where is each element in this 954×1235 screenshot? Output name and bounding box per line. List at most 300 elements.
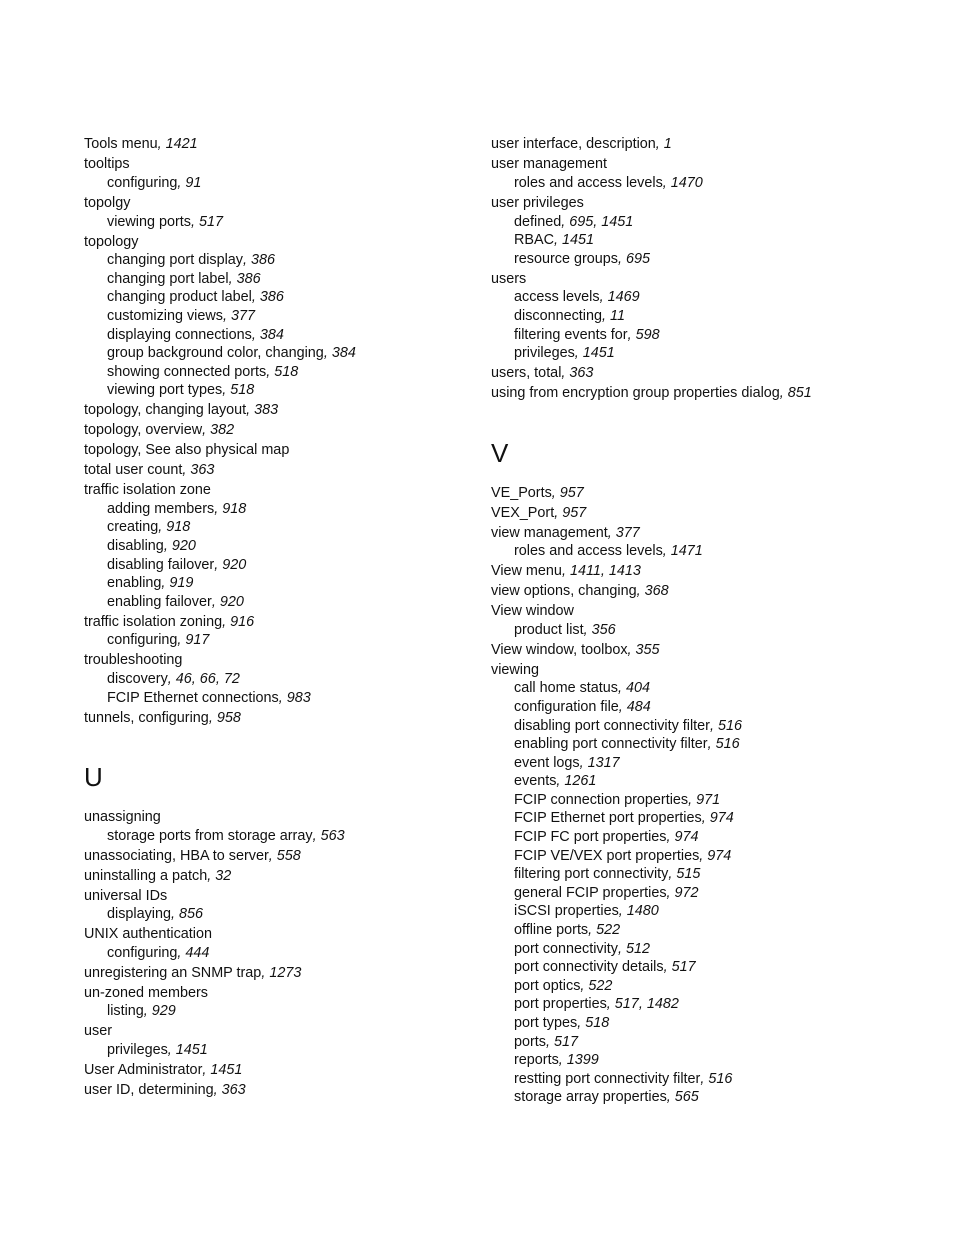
index-subentry [84, 381, 464, 400]
page-reference-link[interactable]: 516 [715, 736, 740, 753]
index-term: defined [514, 213, 562, 230]
index-subentry [84, 1041, 464, 1060]
page-separator: , [171, 906, 179, 923]
page-reference-link[interactable]: 918 [166, 519, 191, 536]
index-letter-heading-u: U [84, 762, 103, 793]
index-term: FCIP connection properties [514, 791, 689, 808]
page-separator: , [707, 736, 716, 753]
index-entry [84, 964, 464, 983]
index-entry [84, 808, 464, 827]
index-term: configuration file [514, 698, 619, 715]
index-term: ports [514, 1033, 546, 1050]
index-entry [491, 194, 931, 213]
page-separator: , [701, 810, 710, 827]
page-separator: , [312, 827, 321, 844]
page-separator: , [688, 791, 697, 808]
page-reference-link[interactable]: 598 [635, 326, 660, 343]
page-separator: , [143, 1003, 152, 1020]
page-separator: , [222, 382, 231, 399]
index-entry [491, 135, 931, 154]
index-term: traffic isolation zone [84, 482, 211, 499]
page-reference-link[interactable]: 517 [614, 996, 639, 1013]
page-reference-link[interactable]: 983 [286, 689, 311, 706]
page-reference-link[interactable]: 46 [175, 670, 192, 687]
index-subentry [84, 174, 464, 193]
index-subentry [491, 1070, 931, 1089]
page-reference-link[interactable]: 958 [216, 709, 241, 726]
index-term: group background color, changing [107, 345, 324, 362]
index-entry [84, 1081, 464, 1100]
index-subentry [84, 689, 464, 708]
page-separator: , [561, 365, 570, 382]
index-term: unassigning [84, 809, 161, 826]
index-term: enabling failover [107, 593, 212, 610]
index-term: displaying [107, 906, 171, 923]
page-separator: , [617, 940, 626, 957]
index-subentry [84, 631, 464, 650]
page-reference-link[interactable]: 404 [625, 680, 650, 697]
index-entry [491, 484, 931, 503]
page-reference-link[interactable]: 974 [709, 810, 734, 827]
index-subentry [84, 251, 464, 270]
page-separator: , [268, 847, 277, 864]
page-reference-link[interactable]: 518 [585, 1015, 610, 1032]
index-subentry [491, 174, 931, 193]
index-term: FCIP VE/VEX port properties [514, 847, 700, 864]
index-entry [491, 504, 931, 523]
index-term: tooltips [84, 156, 130, 173]
index-term: disconnecting [514, 307, 603, 324]
index-term: viewing port types [107, 382, 223, 399]
page-separator: , [177, 632, 186, 649]
page-separator: , [618, 903, 627, 920]
page-separator: , [618, 250, 626, 267]
page-reference-link[interactable]: 1451 [210, 1061, 243, 1078]
index-subentry [491, 958, 931, 977]
page-reference-link[interactable]: 356 [591, 621, 616, 638]
page-separator: , [202, 422, 211, 439]
index-entry [84, 441, 464, 460]
page-reference-link[interactable]: 916 [230, 613, 255, 630]
index-entry [491, 661, 931, 680]
index-term: topology, overview [84, 422, 203, 439]
index-entry [84, 984, 464, 1003]
page-reference-link[interactable]: 386 [236, 270, 261, 287]
page-reference-link[interactable]: 971 [696, 791, 721, 808]
page-separator: , [618, 698, 627, 715]
index-term: View menu [491, 563, 562, 580]
page-reference-link[interactable]: 974 [707, 847, 732, 864]
page-reference-link[interactable]: 565 [674, 1089, 699, 1106]
index-term: view options, changing [491, 583, 637, 600]
page-reference-link[interactable]: 32 [215, 867, 232, 884]
index-term: universal IDs [84, 887, 168, 904]
page-reference-link[interactable]: 1469 [607, 289, 640, 306]
index-term: User Administrator [84, 1061, 203, 1078]
page-reference-link[interactable]: 972 [674, 884, 699, 901]
page-separator: , [627, 641, 636, 658]
index-entry [84, 1061, 464, 1080]
index-subentry [491, 679, 931, 698]
page-separator: , [602, 307, 611, 324]
page-reference-link[interactable]: 920 [171, 537, 196, 554]
page-reference-link[interactable]: 368 [644, 583, 669, 600]
page-separator: , [663, 959, 672, 976]
index-term: user privileges [491, 194, 584, 211]
index-subentry [84, 344, 464, 363]
page-reference-link[interactable]: 974 [674, 829, 699, 846]
page-separator: , [627, 326, 636, 343]
index-subentry [84, 1002, 464, 1021]
index-subentry [84, 670, 464, 689]
page-separator: , [561, 213, 570, 230]
page-reference-link[interactable]: 517 [554, 1033, 579, 1050]
index-term: creating [107, 519, 159, 536]
index-subentry [491, 1033, 931, 1052]
index-term: iSCSI properties [514, 903, 619, 920]
index-letter-heading-v: V [491, 437, 509, 468]
page-reference-link[interactable]: 386 [259, 289, 284, 306]
index-term: users [491, 270, 527, 287]
page-reference-link[interactable]: 1411 [569, 563, 601, 580]
page-reference-link[interactable]: 72 [223, 670, 240, 687]
index-subentry [491, 717, 931, 736]
page-reference-link[interactable]: 384 [259, 326, 284, 343]
page-reference-link[interactable]: 1273 [269, 964, 302, 981]
page-separator: , [167, 1041, 176, 1058]
page-separator: , [561, 563, 570, 580]
page-separator: , [553, 232, 562, 249]
index-term: topology, changing layout [84, 402, 247, 419]
index-term: users, total [491, 365, 562, 382]
page-reference-link[interactable]: 363 [569, 365, 594, 382]
page-reference-link[interactable]: 957 [559, 484, 584, 501]
page-reference-link[interactable]: 919 [169, 575, 194, 592]
index-term: privileges [107, 1041, 168, 1058]
index-term: user management [491, 156, 607, 173]
page-separator: , [208, 709, 217, 726]
index-subentry [84, 213, 464, 232]
index-entry [84, 461, 464, 480]
page-reference-link[interactable]: 1451 [561, 232, 594, 249]
index-entry [491, 602, 931, 621]
index-term: using from encryption group properties dialog [491, 385, 780, 402]
index-entry [84, 709, 464, 728]
index-subentry [84, 270, 464, 289]
index-entry [491, 562, 931, 581]
page-reference-link[interactable]: 377 [615, 524, 640, 541]
page-reference-link[interactable]: 1261 [564, 773, 597, 790]
index-term: RBAC [514, 232, 554, 249]
index-term: disabling [107, 537, 164, 554]
index-term: uninstalling a patch [84, 867, 208, 884]
page-reference-link[interactable]: 363 [221, 1081, 246, 1098]
page-reference-link[interactable]: 920 [219, 593, 244, 610]
index-term: UNIX authentication [84, 926, 212, 943]
page-separator: , [215, 670, 224, 687]
index-subentry [84, 944, 464, 963]
index-term: storage array properties [514, 1089, 667, 1106]
index-subentry [491, 902, 931, 921]
page-separator: , [157, 136, 166, 153]
index-subentry [84, 363, 464, 382]
index-term: storage ports from storage array [107, 827, 313, 844]
index-term: event logs [514, 754, 580, 771]
index-subentry [491, 735, 931, 754]
page-separator: , [655, 136, 664, 153]
index-term: unassociating, HBA to server [84, 847, 269, 864]
index-subentry [491, 288, 931, 307]
index-entry [84, 194, 464, 213]
page-reference-link[interactable]: 383 [254, 402, 279, 419]
index-entry [84, 887, 464, 906]
page-reference-link[interactable]: 512 [625, 940, 650, 957]
page-separator: , [546, 1033, 554, 1050]
index-term: un-zoned members [84, 984, 208, 1001]
page-reference-link[interactable]: 1470 [670, 174, 703, 191]
index-term: general FCIP properties [514, 884, 667, 901]
page-separator: , [261, 964, 270, 981]
page-separator: , [638, 996, 647, 1013]
page-reference-link[interactable]: 1317 [587, 754, 620, 771]
index-term: offline ports [514, 922, 589, 939]
page-separator: , [558, 1052, 567, 1069]
page-reference-link[interactable]: 484 [626, 698, 651, 715]
page-reference-link[interactable]: 1421 [165, 136, 198, 153]
page-reference-link[interactable]: 929 [151, 1003, 176, 1020]
page-separator: , [668, 866, 677, 883]
index-subentry [491, 754, 931, 773]
index-subentry [491, 250, 931, 269]
page-separator: , [577, 1015, 586, 1032]
page-reference-link[interactable]: 517 [198, 213, 223, 230]
page-separator: , [167, 670, 176, 687]
page-separator: , [551, 484, 560, 501]
index-term: discovery [107, 670, 168, 687]
index-term: product list [514, 621, 584, 638]
index-term: privileges [514, 345, 575, 362]
index-term: changing port label [107, 270, 229, 287]
index-term: FCIP Ethernet port properties [514, 810, 702, 827]
index-term: disabling failover [107, 556, 215, 573]
index-subentry [491, 326, 931, 345]
page-reference-link[interactable]: 516 [717, 717, 742, 734]
index-term: adding members [107, 500, 215, 517]
index-term: View window, toolbox [491, 641, 628, 658]
index-term: user interface, description [491, 136, 656, 153]
index-subentry [84, 326, 464, 345]
index-subentry [491, 1088, 931, 1107]
page-separator: , [662, 174, 671, 191]
index-term: enabling port connectivity filter [514, 736, 708, 753]
page-separator: , [211, 593, 220, 610]
page-reference-link[interactable]: 920 [222, 556, 247, 573]
page-separator: , [554, 504, 563, 521]
index-subentry [491, 1014, 931, 1033]
page-reference-link[interactable]: 1413 [608, 563, 641, 580]
page-separator: , [607, 524, 616, 541]
page-reference-link[interactable]: 957 [562, 504, 587, 521]
index-term: configuring [107, 944, 178, 961]
page-separator: , [666, 829, 675, 846]
page-reference-link[interactable]: 382 [210, 422, 235, 439]
page-separator: , [222, 307, 231, 324]
page-reference-link[interactable]: 1451 [175, 1041, 208, 1058]
page-separator: , [251, 289, 260, 306]
page-reference-link[interactable]: 695 [569, 213, 594, 230]
page-separator: , [709, 717, 718, 734]
index-entry [491, 270, 931, 289]
index-subentry [491, 995, 931, 1014]
page-separator: , [662, 543, 671, 560]
index-subentry [491, 921, 931, 940]
index-term: resource groups [514, 250, 618, 267]
page-separator: , [636, 583, 645, 600]
page-separator: , [214, 556, 223, 573]
page-reference-link[interactable]: 363 [190, 462, 215, 479]
page-separator: , [700, 1070, 709, 1087]
page-separator: , [158, 519, 167, 536]
page-separator: , [600, 563, 609, 580]
page-reference-link[interactable]: 386 [251, 252, 276, 269]
index-subentry [491, 307, 931, 326]
index-subentry [491, 828, 931, 847]
page-reference-link[interactable]: 1399 [566, 1052, 599, 1069]
index-subentry [84, 500, 464, 519]
page-reference-link[interactable]: 856 [179, 906, 204, 923]
page-reference-link[interactable]: 917 [185, 632, 210, 649]
index-subentry [491, 940, 931, 959]
index-subentry [84, 537, 464, 556]
index-term: view management [491, 524, 608, 541]
index-subentry [491, 1051, 931, 1070]
page-separator: , [556, 773, 565, 790]
page-reference-link[interactable]: 851 [787, 385, 812, 402]
index-subentry [491, 772, 931, 791]
page-separator: , [666, 884, 675, 901]
index-term: configuring [107, 632, 178, 649]
index-term: VE_Ports [491, 484, 552, 501]
page-reference-link[interactable]: 517 [671, 959, 696, 976]
index-subentry [491, 809, 931, 828]
page-reference-link[interactable]: 91 [185, 174, 202, 191]
page-reference-link[interactable]: 516 [708, 1070, 733, 1087]
page-reference-link[interactable]: 1 [663, 136, 672, 153]
index-term: disabling port connectivity filter [514, 717, 710, 734]
page-reference-link[interactable]: 1480 [626, 903, 659, 920]
index-term: roles and access levels [514, 174, 663, 191]
page-reference-link[interactable]: 444 [185, 944, 210, 961]
page-separator: , [163, 537, 172, 554]
page-reference-link[interactable]: 515 [676, 866, 701, 883]
page-reference-link[interactable]: 518 [274, 363, 299, 380]
index-entry [84, 155, 464, 174]
index-subentry [491, 213, 931, 232]
page-separator: , [222, 613, 231, 630]
index-term: port connectivity [514, 940, 618, 957]
page-separator: , [202, 1061, 211, 1078]
index-term: port properties [514, 996, 607, 1013]
index-entry [491, 641, 931, 660]
page-separator: , [699, 847, 708, 864]
index-term: port connectivity details [514, 959, 664, 976]
index-term: restting port connectivity filter [514, 1070, 701, 1087]
index-term: traffic isolation zoning [84, 613, 223, 630]
page-reference-link[interactable]: 695 [626, 250, 651, 267]
page-reference-link[interactable]: 1451 [601, 213, 634, 230]
index-term: access levels [514, 289, 600, 306]
index-subentry [84, 518, 464, 537]
index-term: FCIP FC port properties [514, 829, 667, 846]
page-reference-link[interactable]: 563 [320, 827, 345, 844]
page-reference-link[interactable]: 1471 [670, 543, 703, 560]
index-term: reports [514, 1052, 559, 1069]
index-term: roles and access levels [514, 543, 663, 560]
index-term: customizing views [107, 307, 223, 324]
index-subentry [491, 884, 931, 903]
index-subentry [84, 905, 464, 924]
index-term: filtering events for [514, 326, 628, 343]
page-separator: , [323, 345, 332, 362]
index-subentry [84, 593, 464, 612]
index-term: user ID, determining [84, 1081, 214, 1098]
page-reference-link[interactable]: 558 [276, 847, 301, 864]
index-entry [84, 613, 464, 632]
index-column-left [84, 134, 464, 1100]
index-subentry [84, 307, 464, 326]
page-reference-link[interactable]: 355 [635, 641, 660, 658]
page-reference-link[interactable]: 518 [230, 382, 255, 399]
page-reference-link[interactable]: 1451 [582, 345, 615, 362]
index-term: viewing ports [107, 213, 191, 230]
index-term: port types [514, 1015, 578, 1032]
index-term: unregistering an SNMP trap [84, 964, 262, 981]
page-separator: , [161, 575, 170, 592]
index-term: listing [107, 1003, 144, 1020]
page-reference-link[interactable]: 66 [199, 670, 216, 687]
page-reference-link[interactable]: 377 [230, 307, 255, 324]
index-entry [84, 135, 464, 154]
page-separator: , [246, 402, 255, 419]
index-subentry [84, 288, 464, 307]
index-subentry [491, 231, 931, 250]
page-reference-link[interactable]: 522 [596, 922, 621, 939]
index-term: configuring [107, 174, 178, 191]
index-subentry [84, 827, 464, 846]
index-term: VEX_Port [491, 504, 555, 521]
index-term: tunnels, configuring [84, 709, 209, 726]
index-term: View window [491, 603, 574, 620]
page-separator: , [599, 289, 608, 306]
page-reference-link[interactable]: 1482 [646, 996, 679, 1013]
index-term: viewing [491, 661, 539, 678]
page-separator: , [580, 977, 589, 994]
page-reference-link[interactable]: 11 [610, 307, 625, 324]
page-reference-link[interactable]: 918 [222, 500, 247, 517]
page-separator: , [207, 867, 216, 884]
index-subentry [491, 621, 931, 640]
index-term: total user count [84, 462, 183, 479]
index-term: Tools menu [84, 136, 158, 153]
index-entry [84, 233, 464, 252]
index-entry [84, 867, 464, 886]
page-separator: , [213, 1081, 222, 1098]
index-term: filtering port connectivity [514, 866, 669, 883]
page-separator: , [190, 213, 199, 230]
page-reference-link[interactable]: 384 [331, 345, 356, 362]
index-term: enabling [107, 575, 162, 592]
page-reference-link[interactable]: 522 [588, 977, 613, 994]
